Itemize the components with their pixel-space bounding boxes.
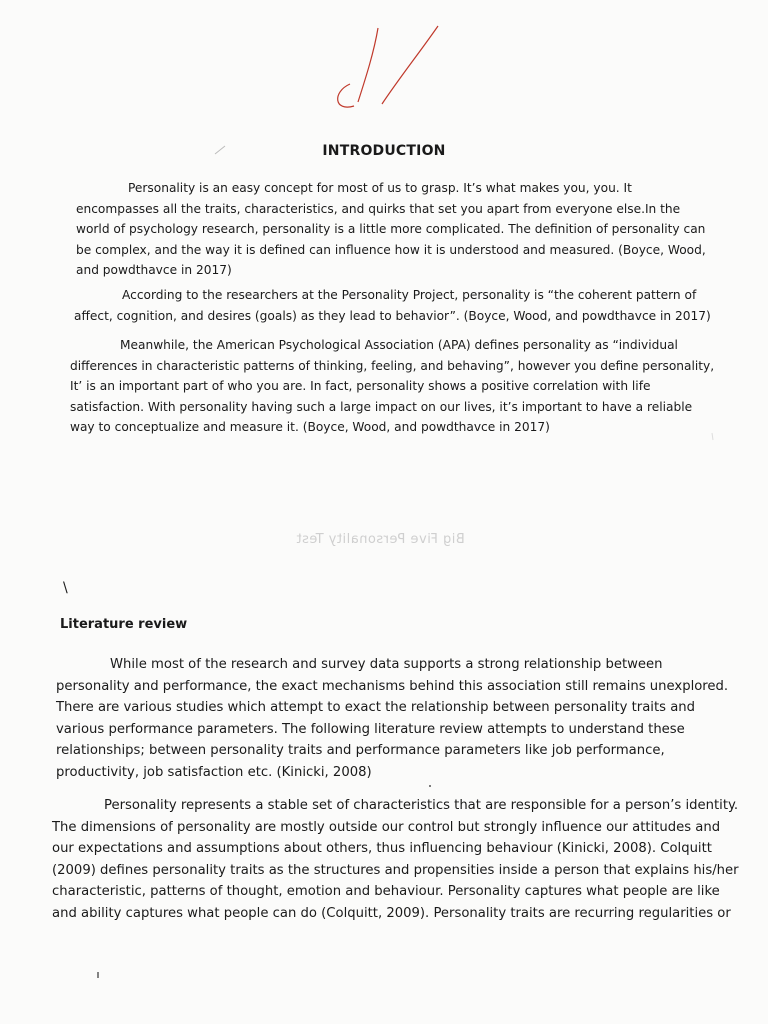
lit-review-paragraph-2: Personality represents a stable set of characteristics that are responsible for a person’s identity. The dimensions of personality are mostly outside our control but strongly influence our attitudes and our expectations and assumptions about others, thus influencing behaviour (Kinicki, 2008). Colquitt (2009) defines personality traits as the structures and propensities inside a person that explains his/her characteristic, patterns of thought, emotion and behaviour. Personality captures what people are like and ability captures what people can do (Colquitt, 2009). Personality traits are recurring regularities or [52,798,739,921]
page-heading: INTRODUCTION [322,143,446,159]
stray-backslash-mark: \ [63,580,68,596]
lit-review-paragraph-1: While most of the research and survey data supports a strong relationship between personality and performance, the exact mechanisms behind this association still remains unexplored. There are various studies which attempt to exact the relationship between personality traits and various performance parameters. The following literature review attempts to understand these relationships; between personality traits and performance parameters like job performance, productivity, job satisfaction etc. (Kinicki, 2008) [56,657,729,780]
intro-paragraph-2: According to the researchers at the Personality Project, personality is “the coherent pattern of affect, cognition, and desires (goals) as they lead to behavior”. (Boyce, Wood, and powdthavce in 2017) [74,288,711,323]
intro-paragraph-3: Meanwhile, the American Psychological Association (APA) defines personality as “individual differences in characteristic patterns of thinking, feeling, and behaving”, however you define personality, It’ is an important part of who you are. In fact, personality shows a positive correlation with life satisfaction. With personality having such a large impact on our lives, it’s important to have a reliable way to conceptualize and measure it. (Boyce, Wood, and powdthavce in 2017) [70,338,715,434]
bleed-through-text: Big Five Personality Test [296,532,465,547]
intro-paragraph-1: Personality is an easy concept for most of us to grasp. It’s what makes you, you. It encompasses all the traits, characteristics, and quirks that set you apart from everyone else.In the world of psychology research, personality is a little more complicated. The definition of personality can be complex, and the way it is defined can influence how it is understood and measured. (Boyce, Wood, and powdthavce in 2017) [76,181,706,277]
literature-review-heading: Literature review [60,617,188,632]
handwritten-check-mark [320,22,450,117]
